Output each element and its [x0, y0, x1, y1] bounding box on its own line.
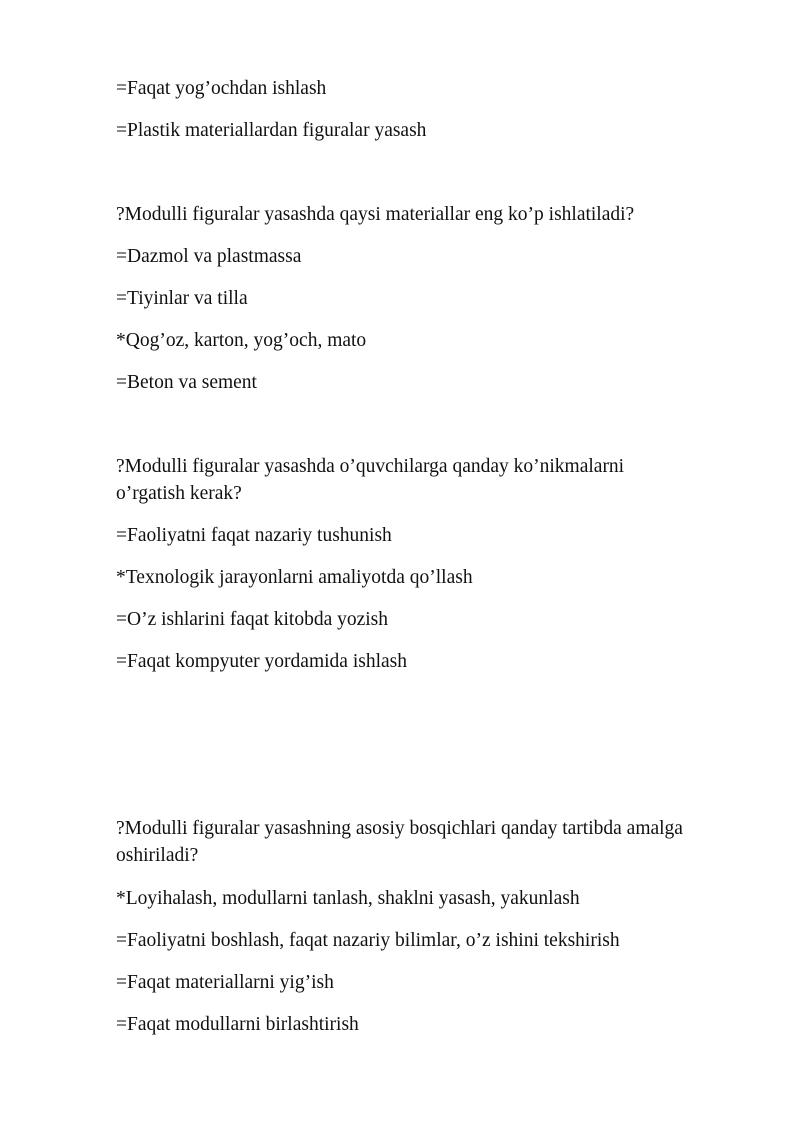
question-text: ?Modulli figuralar yasashda qaysi materiallar eng ko’p ishlatiladi?	[116, 204, 635, 225]
answer-option: =O’z ishlarini faqat kitobda yozish	[116, 609, 389, 630]
answer-option: =Faqat materiallarni yig’ish	[116, 972, 334, 993]
question-text: ?Modulli figuralar yasashda o’quvchilarga qanday ko’nikmalarni o’rgatish kerak?	[116, 456, 625, 504]
correct-answer-option: *Loyihalash, modullarni tanlash, shaklni yasash, yakunlash	[116, 888, 580, 909]
correct-answer-option: *Texnologik jarayonlarni amaliyotda qo’llash	[116, 567, 473, 588]
answer-option: =Faoliyatni boshlash, faqat nazariy bilimlar, o’z ishini tekshirish	[116, 930, 620, 951]
answer-option: =Tiyinlar va tilla	[116, 288, 248, 309]
answer-option: =Beton va sement	[116, 372, 257, 393]
answer-option: =Faqat kompyuter yordamida ishlash	[116, 651, 407, 672]
answer-option: =Plastik materiallardan figuralar yasash	[116, 120, 427, 141]
question-text: ?Modulli figuralar yasashning asosiy bosqichlari qanday tartibda amalga oshiriladi?	[116, 818, 683, 866]
answer-option: =Faqat modullarni birlashtirish	[116, 1014, 359, 1035]
answer-option: =Faoliyatni faqat nazariy tushunish	[116, 525, 392, 546]
correct-answer-option: *Qog’oz, karton, yog’och, mato	[116, 330, 367, 351]
answer-option: =Faqat yog’ochdan ishlash	[116, 78, 327, 99]
answer-option: =Dazmol va plastmassa	[116, 246, 302, 267]
